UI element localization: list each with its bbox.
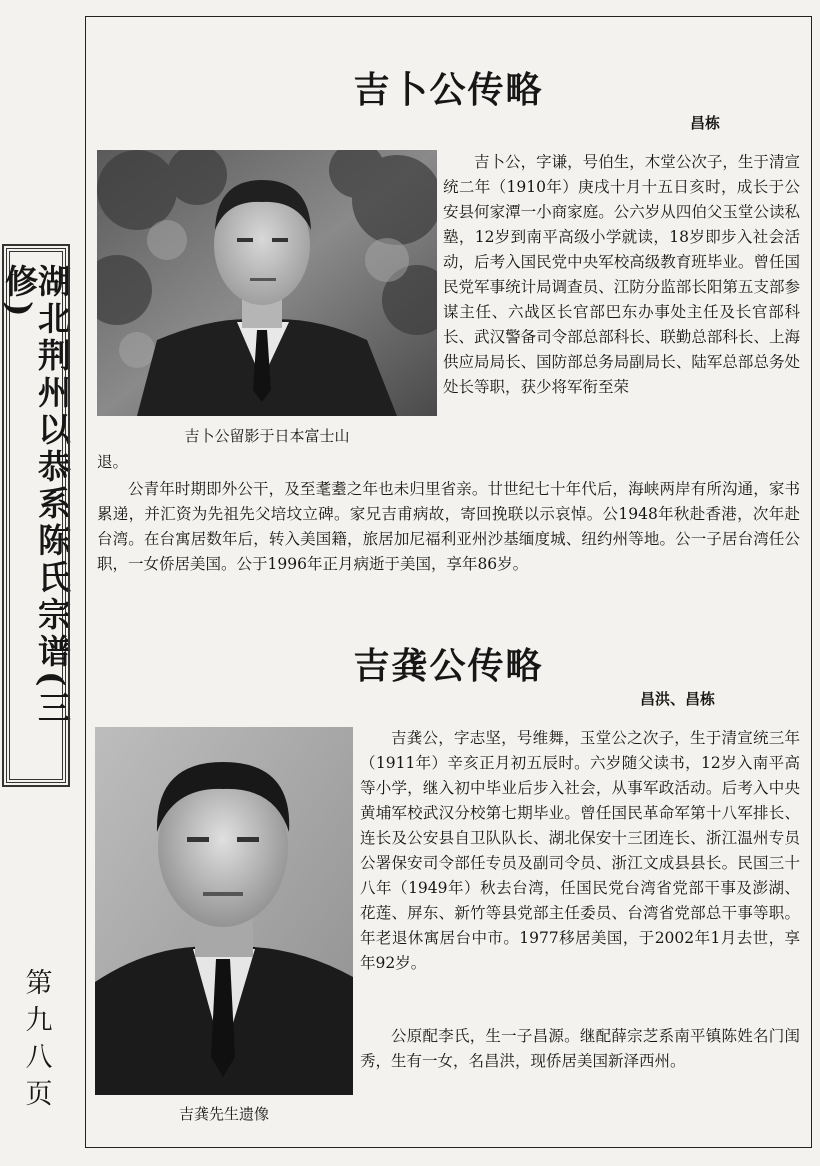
article2-author: 昌洪、昌栋 — [640, 690, 716, 708]
portrait-photo-icon — [97, 150, 437, 416]
genealogy-title-box — [0, 248, 72, 783]
article2-paragraph-2: 公原配李氏，生一子昌源。继配薛宗芝系南平镇陈姓名门闺秀，生有一女，名昌洪，现侨居美国新泽西州。 — [360, 1027, 800, 1070]
article1-photo — [97, 150, 437, 416]
page-number-box — [14, 968, 58, 1116]
page-number: 第九八页 — [20, 968, 52, 1116]
genealogy-title: 湖北荆州以恭系陈氏宗谱(三修) — [0, 264, 72, 728]
article1-paragraph-1: 吉卜公，字谦，号伯生，木堂公次子，生于清宣统二年（1910年）庚戌十月十五日亥时，成长于公安县何家潭一小商家庭。公六岁从四伯父玉堂公读私塾，12岁到南平高级小学就读，18岁即步入社会活动，后考入国民党中央军校高级教育班毕业。曾任国民党军事统计局调查员、江防分监部长阳第五支部参谋主任、六战区长官部巴东办事处主任及长官部科长、武汉警备司令部总部科长、联勤总部科长、上海供应局局长、国防部总务局副局长、陆军总部总务处处长等职，获少将军衔至荣 — [443, 153, 800, 396]
article2-title: 吉龚公传略 — [353, 645, 544, 687]
article2-paragraph-1: 吉龚公，字志坚，号维舞，玉堂公之次子，生于清宣统三年（1911年）辛亥正月初五辰时。六岁随父读书，12岁入南平高等小学，继入初中毕业后步入社会，从事军政活动。后考入中央黄埔军校武汉分校第七期毕业。曾任国民革命军第十八军排长、连长及公安县自卫队队长、湖北保安十三团连长、浙江温州专员公署保安司令部任专员及副司令员、浙江文成县县长。民国三十八年（1949年）秋去台湾，任国民党台湾省党部干事及澎湖、花莲、屏东、新竹等县党部主任委员、台湾省党部总干事等职。年老退休寓居台中市。1977移居美国，于2002年1月去世，享年92岁。 — [360, 729, 800, 972]
article2-photo — [95, 727, 353, 1095]
article1-paragraph-1-end: 退。 — [97, 453, 129, 471]
portrait-photo-icon — [95, 727, 353, 1095]
article1-paragraph-2: 公青年时期即外公干，及至耄耋之年也未归里省亲。廿世纪七十年代后，海峡两岸有所沟通，家书累递，并汇资为先祖先父培坟立碑。家兄吉甫病故，寄回挽联以示哀悼。公1948年秋赴香港，次年赴台湾。在台寓居数年后，转入美国籍，旅居加尼福利亚州沙基缅度城、纽约州等地。公一子居台湾任公职，一女侨居美国。公于1996年正月病逝于美国，享年86岁。 — [97, 480, 800, 573]
article1-author: 昌栋 — [690, 114, 721, 132]
article2-photo-caption: 吉龚先生遗像 — [178, 1105, 269, 1123]
article1-photo-caption: 吉卜公留影于日本富士山 — [184, 427, 350, 445]
article1-title: 吉卜公传略 — [353, 69, 544, 111]
